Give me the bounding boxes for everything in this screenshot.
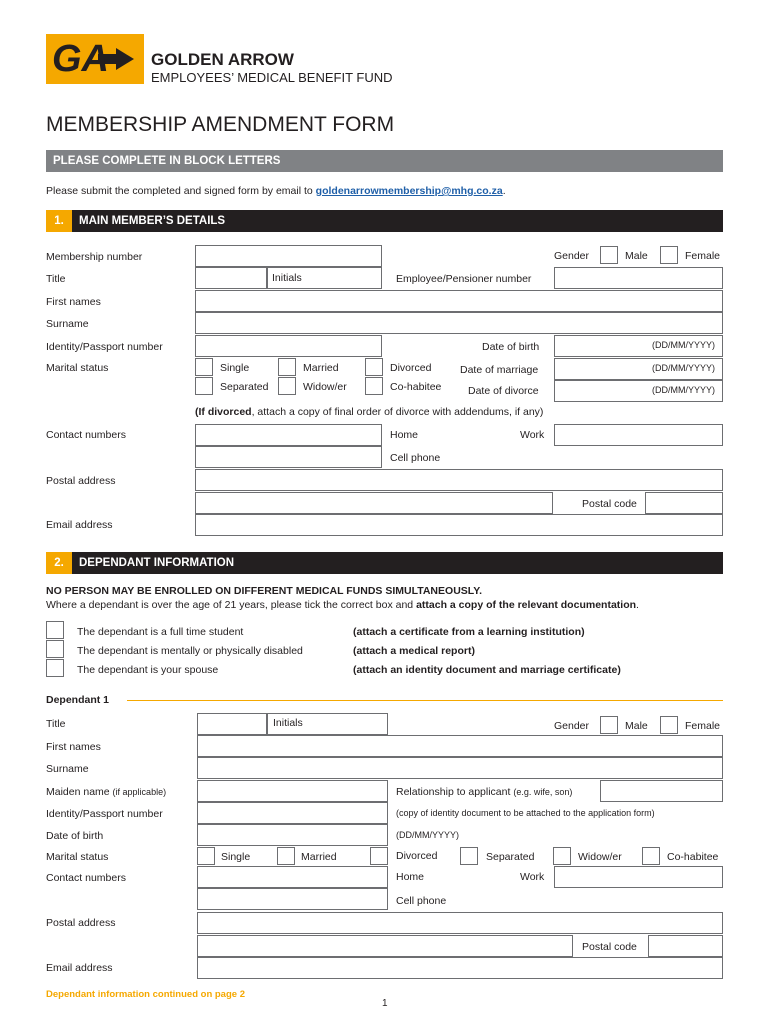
s1-gender-label: Gender xyxy=(554,250,590,262)
s1-cohabitee-label: Co-habitee xyxy=(390,381,442,393)
s1-surname-input[interactable] xyxy=(195,312,723,334)
s1-divorce-note xyxy=(195,406,543,418)
s1-home-input[interactable] xyxy=(195,424,382,446)
s1-gender-female-checkbox[interactable] xyxy=(660,246,678,264)
d1-divorced-checkbox[interactable] xyxy=(370,847,388,865)
d1-id-note: (copy of identity document to be attached to the application form) xyxy=(396,808,655,818)
s2-dependant1-rule xyxy=(127,700,723,701)
s1-marital-label: Marital status xyxy=(46,362,109,374)
d1-postal-code-input[interactable] xyxy=(648,935,723,957)
s1-married-checkbox[interactable] xyxy=(278,358,296,376)
s1-postal-line2-input[interactable] xyxy=(195,492,553,514)
s1-postal-code-input[interactable] xyxy=(645,492,723,514)
s2-dependant1-heading: Dependant 1 xyxy=(46,694,110,706)
d1-surname-input[interactable] xyxy=(197,757,723,779)
s1-female-label: Female xyxy=(685,250,721,262)
s2-where-prefix: Where a dependant is over the age of 21 years, please tick the correct box and xyxy=(46,599,417,611)
d1-relationship-label xyxy=(396,786,572,798)
s1-surname-label: Surname xyxy=(46,318,89,330)
instructions xyxy=(46,185,506,197)
brand-name: GOLDEN ARROW xyxy=(151,50,294,69)
logo-text: GA xyxy=(52,38,109,80)
d1-relationship-text: Relationship to applicant xyxy=(396,786,511,798)
s1-divorce-date-format: (DD/MM/YYYY) xyxy=(652,385,715,395)
s1-single-label: Single xyxy=(220,362,250,374)
s2-option-disabled-note: (attach a medical report) xyxy=(353,645,475,657)
section2-number: 2. xyxy=(46,552,72,574)
d1-single-checkbox[interactable] xyxy=(197,847,215,865)
s1-firstnames-input[interactable] xyxy=(195,290,723,312)
d1-maiden-text: Maiden name xyxy=(46,786,110,798)
section1-title: MAIN MEMBER’S DETAILS xyxy=(79,215,226,227)
footer-continued: Dependant information continued on page 2 xyxy=(46,989,245,1000)
d1-gender-label: Gender xyxy=(554,720,590,732)
s1-single-checkbox[interactable] xyxy=(195,358,213,376)
s1-id-label: Identity/Passport number xyxy=(46,341,163,353)
s2-where-bold: attach a copy of the relevant documentation xyxy=(416,599,637,611)
d1-email-label: Email address xyxy=(46,962,113,974)
d1-email-input[interactable] xyxy=(197,957,723,979)
s1-widower-label: Widow/er xyxy=(303,381,347,393)
section1-header xyxy=(46,210,723,232)
s2-where-suffix: . xyxy=(636,599,639,611)
s1-title-label: Title xyxy=(46,273,66,285)
d1-cohabitee-label: Co-habitee xyxy=(667,851,719,863)
s2-option-disabled-checkbox[interactable] xyxy=(46,640,64,658)
d1-marital-label: Marital status xyxy=(46,851,109,863)
s1-firstnames-label: First names xyxy=(46,296,101,308)
section2-header xyxy=(46,552,723,574)
s1-male-label: Male xyxy=(625,250,648,262)
s1-work-input[interactable] xyxy=(554,424,723,446)
s1-dob-format: (DD/MM/YYYY) xyxy=(652,340,715,350)
s1-postal-line1-input[interactable] xyxy=(195,469,723,491)
block-letters-text: PLEASE COMPLETE IN BLOCK LETTERS xyxy=(53,155,281,167)
s2-option-student-note: (attach a certificate from a learning institution) xyxy=(353,626,585,638)
s1-marriage-date-format: (DD/MM/YYYY) xyxy=(652,363,715,373)
d1-home-input[interactable] xyxy=(197,866,388,888)
s2-where-text xyxy=(46,599,639,611)
d1-firstnames-label: First names xyxy=(46,741,101,753)
instructions-suffix: . xyxy=(502,185,506,197)
d1-postal-line1-input[interactable] xyxy=(197,912,723,934)
d1-home-label: Home xyxy=(396,871,425,883)
s1-separated-checkbox[interactable] xyxy=(195,377,213,395)
s1-initials-label: Initials xyxy=(272,272,302,284)
s1-widower-checkbox[interactable] xyxy=(278,377,296,395)
d1-work-label: Work xyxy=(520,871,545,883)
d1-divorced-label: Divorced xyxy=(396,850,438,862)
d1-widower-label: Widow/er xyxy=(578,851,622,863)
d1-separated-label: Separated xyxy=(486,851,535,863)
s1-membership-label: Membership number xyxy=(46,251,143,263)
s1-postal-code-label: Postal code xyxy=(582,498,637,510)
s1-home-label: Home xyxy=(390,429,419,441)
s2-option-disabled-label: The dependant is mentally or physically disabled xyxy=(77,645,303,657)
s1-married-label: Married xyxy=(303,362,339,374)
d1-relationship-eg: (e.g. wife, son) xyxy=(513,787,573,797)
s1-work-label: Work xyxy=(520,429,545,441)
s1-divorce-date-label: Date of divorce xyxy=(468,385,539,397)
d1-title-input[interactable] xyxy=(197,713,267,735)
d1-widower-checkbox[interactable] xyxy=(553,847,571,865)
d1-maiden-label xyxy=(46,786,166,798)
s1-divorced-checkbox[interactable] xyxy=(365,358,383,376)
d1-married-label: Married xyxy=(301,851,337,863)
d1-dob-format: (DD/MM/YYYY) xyxy=(396,830,459,840)
s1-divorce-note-bold: (If divorced xyxy=(195,406,252,418)
s1-marriage-date-label: Date of marriage xyxy=(460,364,539,376)
d1-relationship-input[interactable] xyxy=(600,780,723,802)
d1-initials-label: Initials xyxy=(273,717,303,729)
d1-postal-line2-input[interactable] xyxy=(197,935,573,957)
d1-dob-input[interactable] xyxy=(197,824,388,846)
s1-contact-label: Contact numbers xyxy=(46,429,126,441)
section1-number: 1. xyxy=(46,210,72,232)
s2-option-spouse-label: The dependant is your spouse xyxy=(77,664,219,676)
logo xyxy=(46,34,144,84)
d1-work-input[interactable] xyxy=(554,866,723,888)
d1-firstnames-input[interactable] xyxy=(197,735,723,757)
s1-email-label: Email address xyxy=(46,519,113,531)
page-title: MEMBERSHIP AMENDMENT FORM xyxy=(46,113,395,136)
s2-warning: NO PERSON MAY BE ENROLLED ON DIFFERENT MEDICAL FUNDS SIMULTANEOUSLY. xyxy=(46,585,482,597)
s1-cell-label: Cell phone xyxy=(390,452,441,464)
instructions-prefix: Please submit the completed and signed form by email to xyxy=(46,185,316,197)
d1-cell-input[interactable] xyxy=(197,888,388,910)
block-letters-bar xyxy=(46,150,723,172)
s1-separated-label: Separated xyxy=(220,381,269,393)
d1-maiden-input[interactable] xyxy=(197,780,388,802)
s1-gender-male-checkbox[interactable] xyxy=(600,246,618,264)
s1-employee-input[interactable] xyxy=(554,267,723,289)
instructions-email-link[interactable]: goldenarrowmembership@mhg.co.za xyxy=(315,185,503,197)
s1-postal-label: Postal address xyxy=(46,475,116,487)
d1-married-checkbox[interactable] xyxy=(277,847,295,865)
d1-surname-label: Surname xyxy=(46,763,89,775)
d1-cohabitee-checkbox[interactable] xyxy=(642,847,660,865)
s2-option-spouse-checkbox[interactable] xyxy=(46,659,64,677)
d1-cell-label: Cell phone xyxy=(396,895,447,907)
s1-email-input[interactable] xyxy=(195,514,723,536)
s2-option-student-checkbox[interactable] xyxy=(46,621,64,639)
d1-postal-code-label: Postal code xyxy=(582,941,637,953)
d1-id-label: Identity/Passport number xyxy=(46,808,163,820)
s1-cell-input[interactable] xyxy=(195,446,382,468)
footer-page-number: 1 xyxy=(382,998,388,1009)
d1-postal-label: Postal address xyxy=(46,917,116,929)
section2-title: DEPENDANT INFORMATION xyxy=(79,557,235,569)
d1-gender-male-checkbox[interactable] xyxy=(600,716,618,734)
s2-option-student-label: The dependant is a full time student xyxy=(77,626,244,638)
s1-membership-input[interactable] xyxy=(195,245,382,267)
d1-id-input[interactable] xyxy=(197,802,388,824)
s1-id-input[interactable] xyxy=(195,335,382,357)
s1-divorce-note-rest: , attach a copy of final order of divorce with addendums, if any) xyxy=(251,406,544,418)
d1-maiden-note: (if applicable) xyxy=(112,787,167,797)
d1-contact-label: Contact numbers xyxy=(46,872,126,884)
d1-dob-label: Date of birth xyxy=(46,830,104,842)
d1-separated-checkbox[interactable] xyxy=(460,847,478,865)
d1-gender-female-checkbox[interactable] xyxy=(660,716,678,734)
d1-title-label: Title xyxy=(46,718,66,730)
brand-subtitle: EMPLOYEES’ MEDICAL BENEFIT FUND xyxy=(151,70,393,85)
s1-title-input[interactable] xyxy=(195,267,267,289)
d1-male-label: Male xyxy=(625,720,648,732)
d1-single-label: Single xyxy=(221,851,251,863)
s1-dob-label: Date of birth xyxy=(482,341,540,353)
s1-employee-label: Employee/Pensioner number xyxy=(396,273,532,285)
s1-divorced-label: Divorced xyxy=(390,362,432,374)
s2-option-spouse-note: (attach an identity document and marriage certificate) xyxy=(353,664,621,676)
d1-female-label: Female xyxy=(685,720,721,732)
s1-cohabitee-checkbox[interactable] xyxy=(365,377,383,395)
